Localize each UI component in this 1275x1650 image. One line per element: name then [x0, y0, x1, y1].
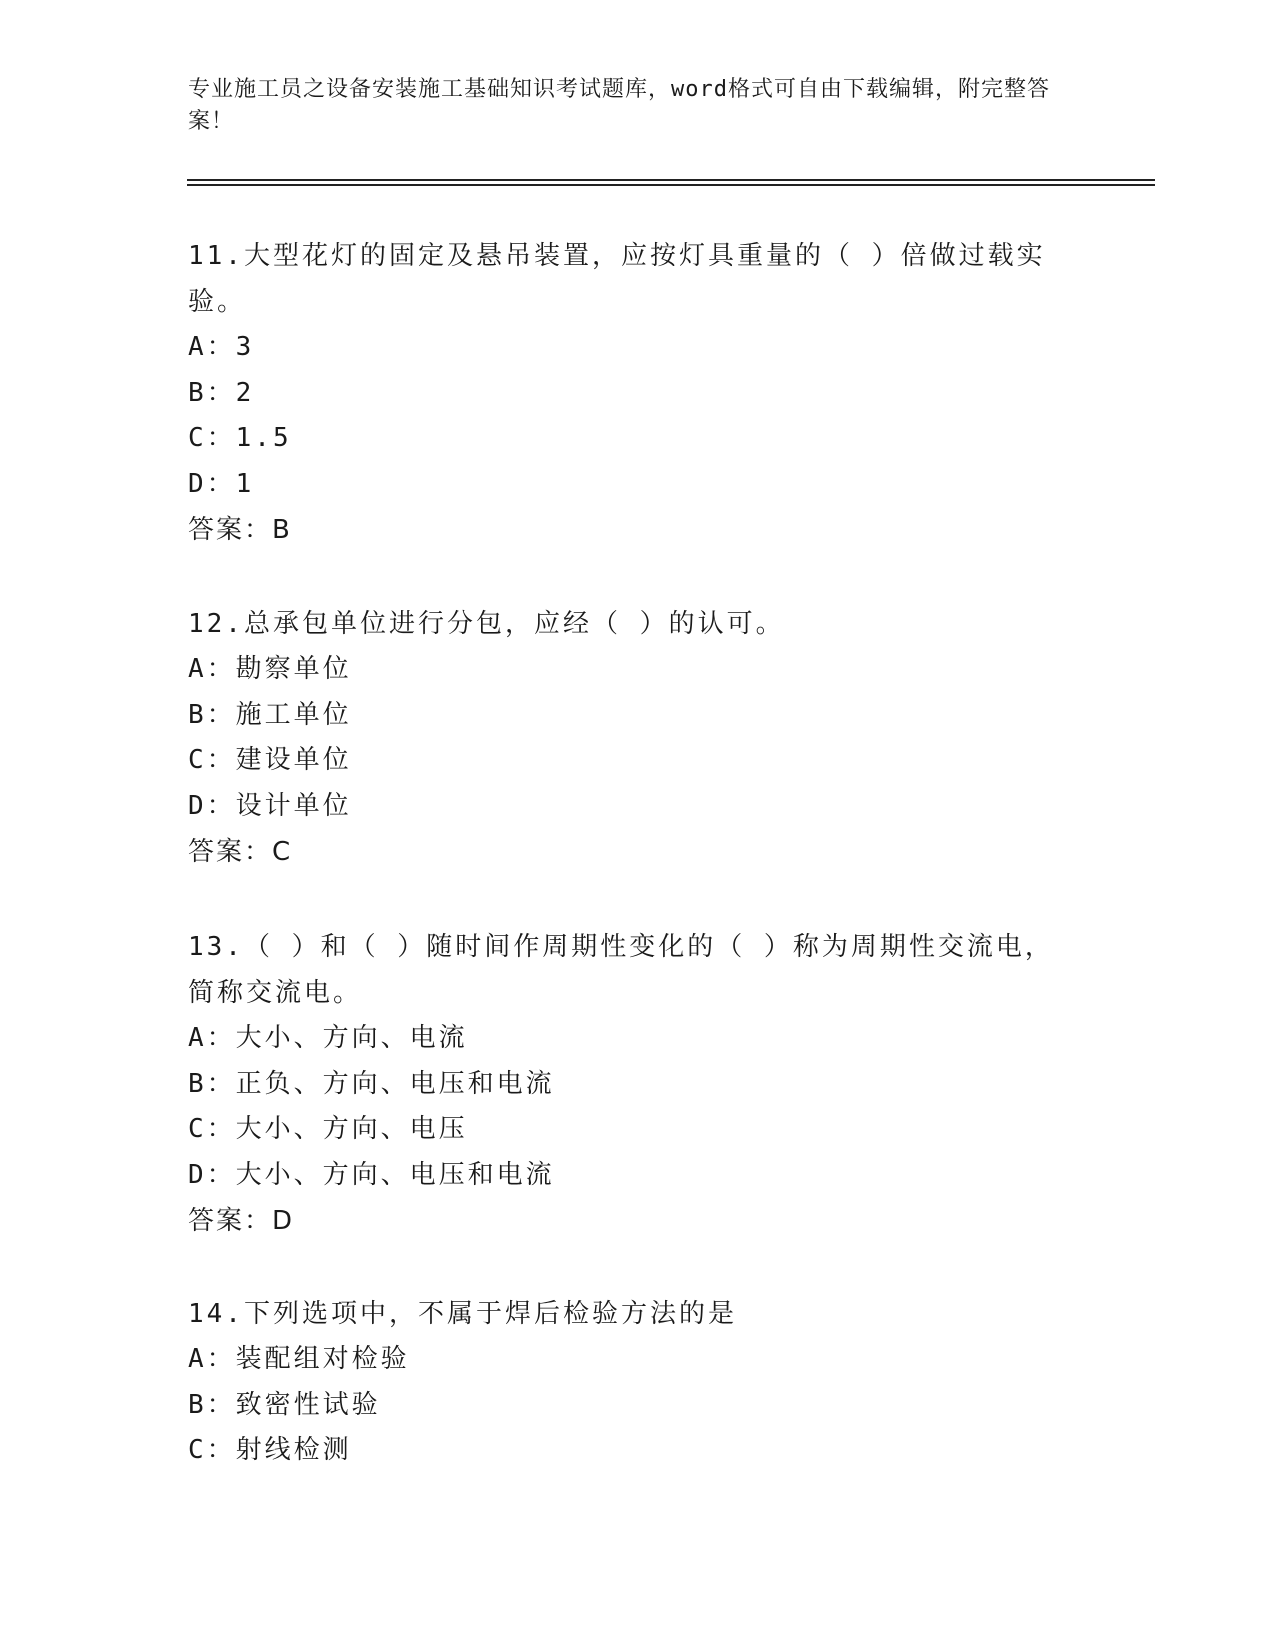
option-c: C：射线检测 — [188, 1435, 352, 1465]
document-header: 专业施工员之设备安装施工基础知识考试题库，word格式可自由下载编辑，附完整答案！ — [188, 77, 1050, 134]
question-12 — [188, 601, 1068, 875]
option-b: B：2 — [188, 377, 255, 408]
option-b: B：正负、方向、电压和电流 — [188, 1068, 555, 1099]
answer-label: 答案：D — [188, 1206, 295, 1236]
option-c: C：1.5 — [188, 423, 292, 453]
option-d: D：大小、方向、电压和电流 — [188, 1159, 555, 1190]
header-divider-bottom — [187, 184, 1155, 186]
option-c: C：建设单位 — [188, 745, 352, 775]
option-d: D：1 — [188, 468, 255, 499]
question-text: 13.（ ）和（ ）随时间作周期性变化的（ ）称为周期性交流电，简称交流电。 — [188, 932, 1054, 1008]
option-d: D：设计单位 — [188, 790, 352, 821]
option-a: A：大小、方向、电流 — [188, 1023, 468, 1053]
option-a: A：勘察单位 — [188, 654, 352, 684]
question-text: 12.总承包单位进行分包，应经（ ）的认可。 — [188, 609, 785, 639]
question-11 — [188, 233, 1068, 553]
question-14 — [188, 1291, 1068, 1474]
header-divider-top — [187, 179, 1155, 181]
option-b: B：致密性试验 — [188, 1389, 381, 1420]
question-13 — [188, 924, 1068, 1244]
option-c: C：大小、方向、电压 — [188, 1114, 468, 1144]
answer-label: 答案：C — [188, 837, 293, 867]
option-a: A：装配组对检验 — [188, 1344, 410, 1374]
question-text: 14.下列选项中，不属于焊后检验方法的是 — [188, 1299, 737, 1329]
question-text: 11.大型花灯的固定及悬吊装置，应按灯具重量的（ ）倍做过载实验。 — [188, 241, 1046, 317]
option-b: B：施工单位 — [188, 699, 352, 730]
answer-label: 答案：B — [188, 515, 292, 545]
option-a: A：3 — [188, 332, 255, 362]
